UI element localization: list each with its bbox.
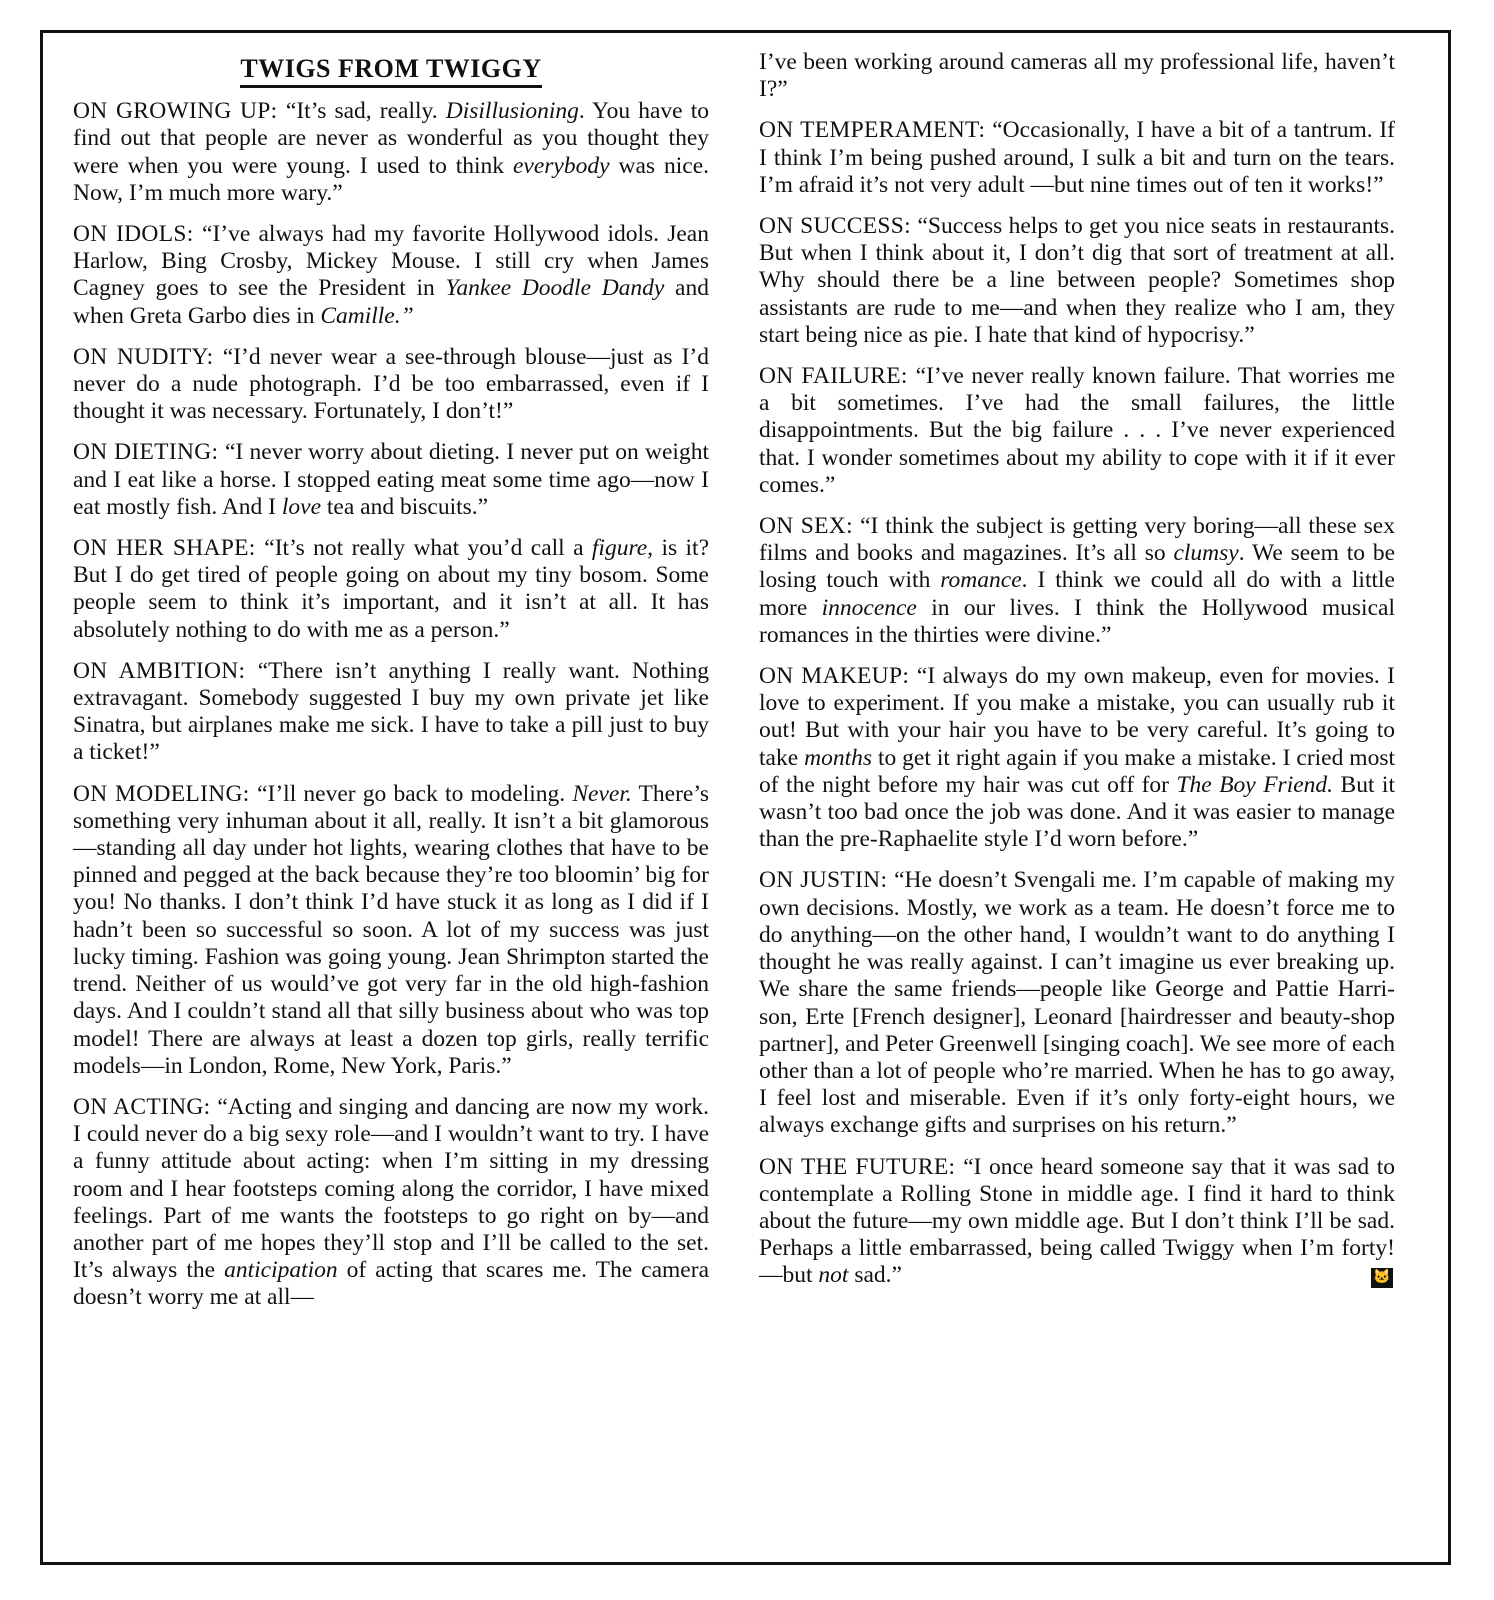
emphasis: not bbox=[818, 1262, 849, 1289]
section-heading: ON HER SHAPE: bbox=[73, 535, 265, 562]
cat-face-icon: 🐱 bbox=[1371, 1268, 1393, 1288]
right-paragraphs bbox=[759, 49, 1395, 1290]
left-paragraphs bbox=[73, 98, 709, 1311]
emphasis: romance bbox=[940, 567, 1022, 594]
paragraph: ON JUSTIN: “He doesn’t Svengali me. I’m capable of making my own decisions. Mostly, we work as a team. He doesn’t force me to do anything—on the other hand, I wouldn’t want to do anything I thought he was really against. I can’t imagine us ever breaking up. We share the same friends—people like George and Pattie Harrison, Erte [French designer], Leonard [hairdresser and beauty-shop partner], and Peter Greenwell [singing coach]. We see more of each other than a lot of people who’re married. When he has to go away, I feel lost and miserable. Even if it’s only forty-eight hours, we always exchange gifts and surprises on his return.” bbox=[759, 867, 1396, 1139]
paragraph: ON MODELING: “I’ll never go back to modeling. Never. There’s something very inhuman about it all, really. It isn’t a bit glamorous—standing all day under hot lights, wearing clothes that have to be pinned and pegged at the back because they’re too bloomin’ big for you! No thanks. I don’t think I’d have stuck it as long as I did if I hadn’t been so successful so soon. A lot of my success was just lucky timing. Fashion was going young. Jean Shrimpton started the trend. Neither of us would’ve got very far in the old high-fashion days. And I couldn’t stand all that silly business about who was top model! There are always at least a dozen top girls, really terrific models—in London, Rome, New York, Paris.” bbox=[73, 780, 710, 1079]
emphasis: clumsy bbox=[1173, 540, 1239, 567]
section-heading: ON GROWING UP: bbox=[73, 98, 286, 125]
paragraph: ON DIETING: “I never worry about dieting. I never put on weight and I eat like a horse. I stopped eating meat some time ago—now I eat mostly fish. And I love tea and biscuits.” bbox=[73, 439, 709, 520]
paragraph: ON IDOLS: “I’ve always had my favorite Hollywood idols. Jean Harlow, Bing Crosby, Mickey Mouse. I still cry when James Cagney goes to see the President in Yankee Doodle Dandy and when Greta Garbo dies in Camille.” bbox=[73, 221, 709, 329]
section-heading: ON DIETING: bbox=[73, 439, 225, 466]
article-frame bbox=[40, 30, 1451, 1565]
paragraph: ON MAKEUP: “I always do my own makeup, even for movies. I love to experiment. If you make a mistake, you can usually rub it out! But with your hair you have to be very careful. It’s going to take months to get it right again if you make a mistake. I cried most of the night before my hair was cut off for The Boy Friend. But it wasn’t too bad once the job was done. And it was easier to manage than the pre-Raphaelite style I’d worn before.” bbox=[759, 663, 1395, 853]
emphasis: The Boy Friend. bbox=[1176, 771, 1334, 798]
section-heading: ON TEMPERAMENT: bbox=[759, 117, 993, 144]
paragraph: ON SUCCESS: “Success helps to get you nice seats in restaurants. But when I think about it, I don’t dig that sort of treatment at all. Why should there be a line between people? Sometimes shop assistants are rude to me—and when they realize who I am, they start being nice as pie. I hate that kind of hypocrisy.” bbox=[759, 213, 1395, 348]
section-heading: ON JUSTIN: bbox=[759, 867, 895, 894]
emphasis: anticipation bbox=[224, 1257, 338, 1284]
paragraph: ON HER SHAPE: “It’s not really what you’d call a figure, is it? But I do get tired of people going on about my tiny bosom. Some people seem to think it’s important, and it isn’t at all. It has absolutely nothing to do with me as a person.” bbox=[73, 535, 709, 643]
emphasis: Yankee Doodle Dandy bbox=[445, 275, 665, 302]
left-column bbox=[73, 49, 709, 1326]
article-title: TWIGS FROM TWIGGY bbox=[73, 55, 709, 82]
paragraph: ON FAILURE: “I’ve never really known failure. That worries me a bit sometimes. I’ve had the small failures, the little disappointments. But the big failure . . . I’ve never experienced that. I wonder sometimes about my ability to cope with it if it ever comes.” bbox=[759, 363, 1395, 498]
paragraph: I’ve been working around cameras all my professional life, haven’t I?” bbox=[759, 49, 1395, 103]
section-heading: ON SUCCESS: bbox=[759, 213, 918, 240]
paragraph: ON ACTING: “Acting and singing and dancing are now my work. I could never do a big sexy role—and I wouldn’t want to try. I have a funny attitude about acting: when I’m sitting in my dressing room and I hear footsteps coming along the corridor, I have mixed feelings. Part of me wants the footsteps to go right on by—and another part of me hopes they’ll stop and I’ll be called to the set. It’s always the anticipation of acting that scares me. The camera doesn’t worry me at all— bbox=[73, 1093, 709, 1311]
section-heading: ON ACTING: bbox=[73, 1093, 218, 1120]
paragraph: ON TEMPERAMENT: “Occasionally, I have a bit of a tantrum. If I think I’m being pushed around, I sulk a bit and turn on the tears. I’m afraid it’s not very adult —but nine times out of ten it works!” bbox=[759, 117, 1395, 198]
section-heading: ON MODELING: bbox=[73, 780, 258, 807]
paragraph: ON AMBITION: “There isn’t anything I really want. Nothing extravagant. Somebody suggested I buy my own private jet like Sinatra, but airplanes make me sick. I have to take a pill just to buy a ticket!” bbox=[73, 657, 709, 766]
paragraph: ON NUDITY: “I’d never wear a see-through blouse—just as I’d never do a nude photograph. I’d be too embarrassed, even if I thought it was necessary. Fortunately, I don’t!” bbox=[73, 343, 710, 425]
emphasis: everybody bbox=[513, 152, 610, 179]
paragraph: ON GROWING UP: “It’s sad, really. Disillusioning. You have to find out that people are never as wonderful as you thought they were when you were young. I used to think everybody was nice. Now, I’m much more wary.” bbox=[73, 98, 710, 206]
emphasis: innocence bbox=[821, 594, 917, 621]
emphasis: months bbox=[804, 744, 872, 771]
right-column bbox=[759, 49, 1395, 1304]
paragraph: ON SEX: “I think the subject is getting very boring—all these sex films and books and magazines. It’s all so clumsy. We seem to be losing touch with romance. I think we could all do with a little more innocence in our lives. I think the Hollywood musical romances in the thirties were divine.” bbox=[759, 513, 1395, 648]
section-heading: ON THE FUTURE: bbox=[759, 1153, 964, 1180]
section-heading: ON AMBITION: bbox=[73, 657, 258, 684]
paragraph: ON THE FUTURE: “I once heard someone say that it was sad to contemplate a Rolling Stone in middle age. I find it hard to think about the future—my own middle age. But I don’t think I’ll be sad. Perhaps a little embarrassed, being called Twiggy when I’m forty!—but not sad.” 🐱 bbox=[759, 1153, 1395, 1289]
emphasis: love bbox=[281, 493, 322, 520]
section-heading: ON IDOLS: bbox=[73, 221, 203, 248]
emphasis: figure, bbox=[591, 535, 654, 562]
section-heading: ON NUDITY: bbox=[73, 343, 223, 370]
emphasis: Never. bbox=[572, 780, 632, 807]
section-heading: ON SEX: bbox=[759, 513, 861, 540]
section-heading: ON MAKEUP: bbox=[759, 663, 917, 690]
emphasis: Camille.” bbox=[320, 302, 414, 329]
emphasis: Disillusioning bbox=[445, 98, 579, 125]
section-heading: ON FAILURE: bbox=[759, 363, 916, 390]
